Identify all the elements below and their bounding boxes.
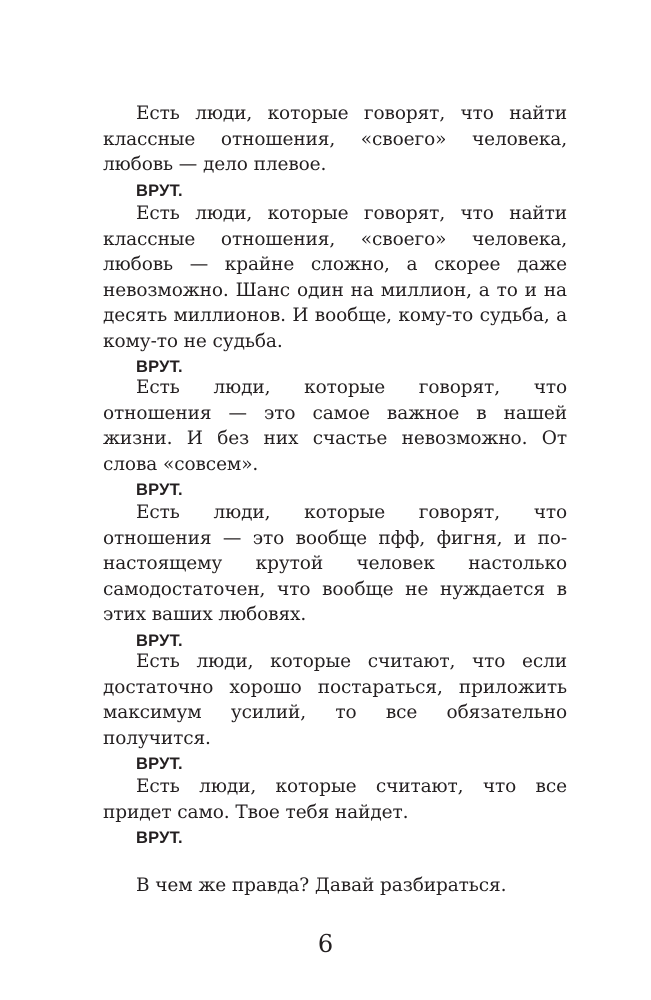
statement-text: Есть люди, которые считают, что все придет само. Твое тебя найдет.: [103, 776, 567, 823]
statement-block-2: [103, 201, 567, 380]
verdict-label: ВРУТ.: [136, 481, 183, 499]
statement-block-3: [103, 375, 567, 503]
statement-block-5: [103, 649, 567, 777]
statement-text: Есть люди, которые считают, что если достаточно хорошо постараться, приложить максимум усилий, то все обязательно получится.: [103, 651, 567, 749]
verdict-label: ВРУТ.: [136, 755, 183, 773]
page-number: 6: [317, 930, 334, 958]
statement-block-4: [103, 500, 567, 654]
statement-text: Есть люди, которые говорят, что отношения — это вообще пфф, фигня, и по-настоящему крутой человек настолько самодостаточен, что вообще не нуждается в этих ваших любовях.: [103, 502, 567, 625]
verdict-label: ВРУТ.: [136, 358, 183, 376]
closing-question: В чем же правда? Давай разбираться.: [136, 875, 507, 896]
statement-block-1: [103, 101, 567, 204]
verdict-label: ВРУТ.: [136, 829, 183, 847]
statement-text: Есть люди, которые говорят, что найти классные отношения, «своего» человека, любовь — дело плевое.: [103, 103, 567, 175]
verdict-label: ВРУТ.: [136, 181, 183, 200]
statement-block-6: [103, 774, 567, 851]
statement-text: Есть люди, которые говорят, что найти классные отношения, «своего» человека, любовь — крайне сложно, а скорее даже невозможно. Шанс один на миллион, а то и на десять миллионов. И вообще, кому-то судьба, а кому-то не судьба.: [103, 203, 567, 352]
verdict-label: ВРУТ.: [136, 631, 183, 650]
closing-block: [103, 873, 567, 899]
statement-text: Есть люди, которые говорят, что отношения — это самое важное в нашей жизни. И без них счастье невозможно. От слова «совсем».: [103, 377, 567, 475]
